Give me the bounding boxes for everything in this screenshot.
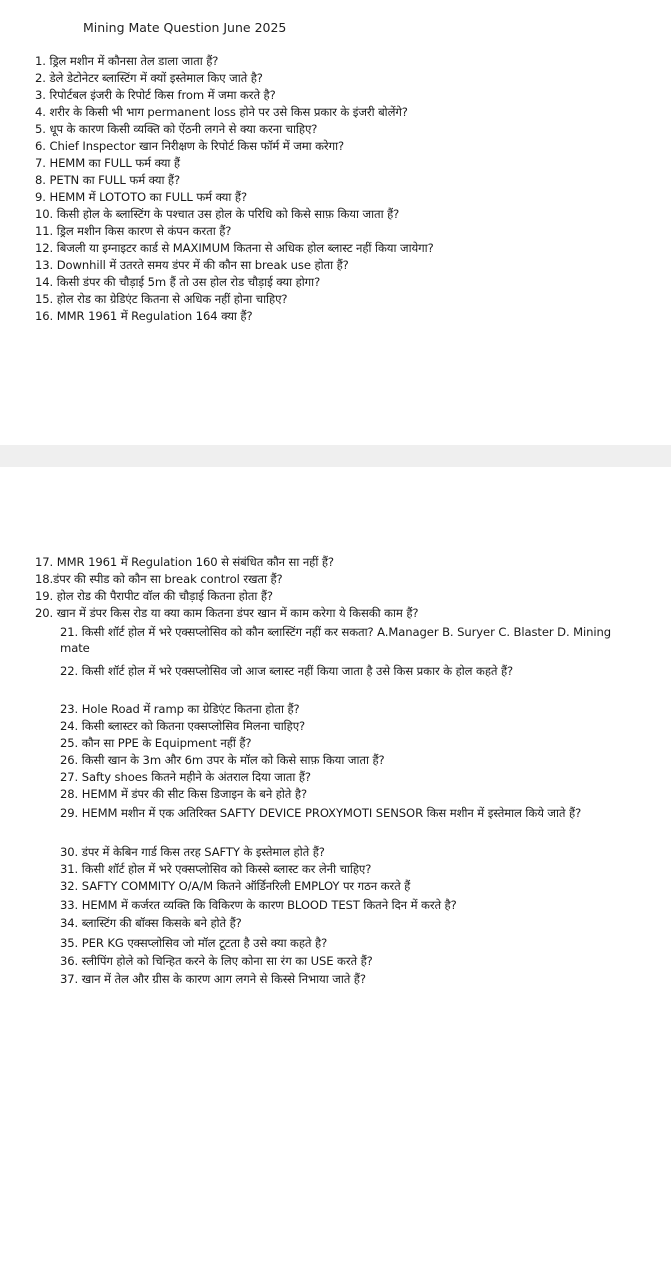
question-17: 17. MMR 1961 में Regulation 160 से संबंधित कौन सा नहीं हैं? <box>35 555 334 569</box>
question-36: 36. स्लीपिंग होले को चिन्हित करने के लिए कोना सा रंग का USE करते हैं? <box>60 954 373 968</box>
question-2: 2. डेले डेटोनेटर ब्लास्टिंग में क्यों इस्तेमाल किए जाते है? <box>35 71 263 85</box>
question-16: 16. MMR 1961 में Regulation 164 क्या हैं? <box>35 309 253 323</box>
question-25: 25. कौन सा PPE के Equipment नहीं हैं? <box>60 736 252 750</box>
question-4: 4. शरीर के किसी भी भाग permanent loss होने पर उसे किस प्रकार के इंजरी बोलेंगे? <box>35 105 408 119</box>
question-1: 1. ड्रिल मशीन में कौनसा तेल डाला जाता हैं? <box>35 54 219 68</box>
question-32: 32. SAFTY COMMITY O/A/M कितने ऑर्डिनरिली EMPLOY पर गठन करते हैं <box>60 879 411 893</box>
question-19: 19. होल रोड की पैरापीट वॉल की चौड़ाई कितना होता हैं? <box>35 589 273 603</box>
question-21: 21. किसी शॉर्ट होल में भरे एक्सप्लोसिव को कौन ब्लास्टिंग नहीं कर सकता? A.Manager B. Suryer C. Blaster D. Mining mate <box>60 625 612 655</box>
question-3: 3. रिपोर्टबल इंजरी के रिपोर्ट किस from में जमा करते है? <box>35 88 276 102</box>
question-30: 30. डंपर में केबिन गार्ड किस तरह SAFTY के इस्तेमाल होते हैं? <box>60 845 325 859</box>
page-sheet-top <box>0 0 671 445</box>
question-27: 27. Safty shoes कितने महीने के अंतराल दिया जाता हैं? <box>60 770 311 784</box>
question-5: 5. धूप के कारण किसी व्यक्ति को ऐंठनी लगने से क्या करना चाहिए? <box>35 122 318 136</box>
question-35: 35. PER KG एक्सप्लोसिव जो मॉल टूटता है उसे क्या कहते है? <box>60 936 328 950</box>
question-33: 33. HEMM में कर्जरत व्यक्ति कि विकिरण के कारण BLOOD TEST कितने दिन में करते है? <box>60 898 457 912</box>
question-34: 34. ब्लास्टिंग की बॉक्स किसके बने होते हैं? <box>60 916 242 930</box>
question-9: 9. HEMM में LOTOTO का FULL फर्म क्या हैं? <box>35 190 248 204</box>
question-20: 20. खान में डंपर किस रोड या क्या काम कितना डंपर खान में काम करेगा ये किसकी काम हैं? <box>35 606 419 620</box>
question-14: 14. किसी डंपर की चौड़ाई 5m हैं तो उस होल रोड चौड़ाई क्या होगा? <box>35 275 321 289</box>
document-title: Mining Mate Question June 2025 <box>83 20 287 35</box>
question-11: 11. ड्रिल मशीन किस कारण से कंपन करता हैं? <box>35 224 232 238</box>
question-13: 13. Downhill में उतरते समय डंपर में की कौन सा break use होता हैं? <box>35 258 349 272</box>
question-22: 22. किसी शॉर्ट होल में भरे एक्सप्लोसिव जो आज ब्लास्ट नहीं किया जाता है उसे किस प्रकार के होल कहते हैं? <box>60 664 514 678</box>
question-31: 31. किसी शॉर्ट होल में भरे एक्सप्लोसिव को किस्से ब्लास्ट कर लेनी चाहिए? <box>60 862 372 876</box>
question-24: 24. किसी ब्लास्टर को कितना एक्सप्लोसिव मिलना चाहिए? <box>60 719 306 733</box>
question-15: 15. होल रोड का ग्रेडिएंट कितना से अधिक नहीं होना चाहिए? <box>35 292 288 306</box>
question-6: 6. Chief Inspector खान निरीक्षण के रिपोर्ट किस फॉर्म में जमा करेगा? <box>35 139 345 153</box>
question-26: 26. किसी खान के 3m और 6m उपर के मॉल को किसे साफ़ किया जाता हैं? <box>60 753 385 767</box>
question-18: 18.डंपर की स्पीड को कौन सा break control रखता हैं? <box>35 572 283 586</box>
question-12: 12. बिजली या इग्नाइटर कार्ड से MAXIMUM कितना से अधिक होल ब्लास्ट नहीं किया जायेगा? <box>35 241 434 255</box>
question-8: 8. PETN का FULL फर्म क्या हैं? <box>35 173 181 187</box>
question-7: 7. HEMM का FULL फर्म क्या हैं <box>35 156 180 170</box>
page-break <box>0 445 671 467</box>
question-28: 28. HEMM में डंपर की सीट किस डिजाइन के बने होते है? <box>60 787 307 801</box>
question-29: 29. HEMM मशीन में एक अतिरिक्त SAFTY DEVICE PROXYMOTI SENSOR किस मशीन में इस्तेमाल किये जाते हैं? <box>60 806 582 820</box>
question-10: 10. किसी होल के ब्लास्टिंग के पश्चात उस होल के परिधि को किसे साफ़ किया जाता हैं? <box>35 207 400 221</box>
question-37: 37. खान में तेल और ग्रीस के कारण आग लगने से किस्से निभाया जाते हैं? <box>60 972 366 986</box>
question-23: 23. Hole Road में ramp का ग्रेडिएंट कितना होता हैं? <box>60 702 300 716</box>
